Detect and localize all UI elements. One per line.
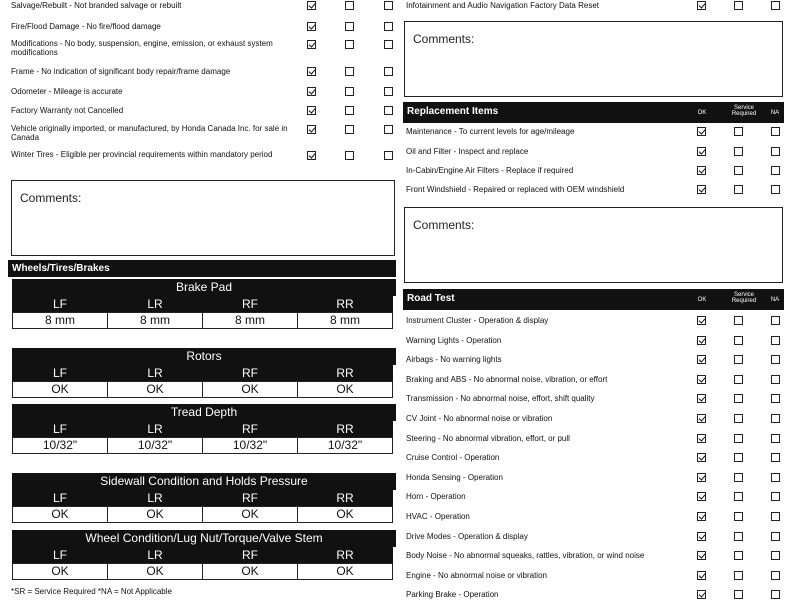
wheel-value-lf: 8 mm — [12, 312, 108, 329]
col-header-na: NA — [770, 110, 780, 116]
wheel-position-lr: LR — [107, 421, 203, 437]
checklist-item-label: Oil and Filter - Inspect and replace — [406, 147, 529, 156]
checklist-item-label: CV Joint - No abnormal noise or vibration — [406, 414, 553, 423]
ok-checkbox[interactable] — [697, 532, 706, 541]
service-required-checkbox[interactable] — [345, 125, 354, 134]
wheel-position-rf: RF — [202, 490, 298, 506]
na-checkbox[interactable] — [771, 375, 780, 384]
checklist-item-label: Fire/Flood Damage - No fire/flood damage — [11, 22, 161, 31]
ok-checkbox[interactable] — [697, 434, 706, 443]
wheel-position-lr: LR — [107, 296, 203, 312]
ok-checkbox[interactable] — [697, 414, 706, 423]
na-checkbox[interactable] — [771, 453, 780, 462]
na-checkbox[interactable] — [771, 532, 780, 541]
road-test-title: Road Test — [407, 293, 455, 304]
ok-checkbox[interactable] — [697, 147, 706, 156]
service-required-checkbox[interactable] — [734, 1, 743, 10]
ok-checkbox[interactable] — [697, 355, 706, 364]
na-checkbox[interactable] — [771, 355, 780, 364]
wheel-value-rr: OK — [297, 381, 393, 398]
ok-checkbox[interactable] — [697, 512, 706, 521]
checklist-item-label: Factory Warranty not Cancelled — [11, 106, 124, 115]
wheel-value-lf: OK — [12, 506, 108, 523]
service-required-checkbox[interactable] — [734, 355, 743, 364]
service-required-checkbox[interactable] — [345, 40, 354, 49]
service-required-checkbox[interactable] — [734, 571, 743, 580]
ok-checkbox[interactable] — [697, 336, 706, 345]
service-required-checkbox[interactable] — [345, 67, 354, 76]
table-title: Brake Pad — [12, 279, 396, 296]
service-required-checkbox[interactable] — [734, 473, 743, 482]
ok-checkbox[interactable] — [307, 67, 316, 76]
service-required-checkbox[interactable] — [734, 414, 743, 423]
wheel-position-rr: RR — [297, 296, 393, 312]
na-checkbox[interactable] — [771, 127, 780, 136]
ok-checkbox[interactable] — [697, 590, 706, 599]
ok-checkbox[interactable] — [697, 492, 706, 501]
service-required-checkbox[interactable] — [345, 1, 354, 10]
service-required-checkbox[interactable] — [734, 551, 743, 560]
wheel-position-lf: LF — [12, 296, 108, 312]
table-title: Sidewall Condition and Holds Pressure — [12, 473, 396, 490]
wheel-position-rf: RF — [202, 296, 298, 312]
service-required-checkbox[interactable] — [345, 106, 354, 115]
checklist-item-label: Transmission - No abnormal noise, effort, shift quality — [406, 394, 595, 403]
na-checkbox[interactable] — [771, 590, 780, 599]
na-checkbox[interactable] — [384, 151, 393, 160]
ok-checkbox[interactable] — [697, 1, 706, 10]
ok-checkbox[interactable] — [697, 473, 706, 482]
wheel-position-rf: RF — [202, 547, 298, 563]
service-required-checkbox[interactable] — [734, 492, 743, 501]
wheel-value-lf: 10/32" — [12, 437, 108, 454]
service-required-checkbox[interactable] — [734, 394, 743, 403]
ok-checkbox[interactable] — [697, 185, 706, 194]
wheel-position-rr: RR — [297, 547, 393, 563]
service-required-checkbox[interactable] — [734, 185, 743, 194]
na-checkbox[interactable] — [771, 512, 780, 521]
replacement-items-title: Replacement Items — [407, 106, 499, 117]
checklist-item-label: Parking Brake - Operation — [406, 590, 499, 599]
wheel-value-rr: 8 mm — [297, 312, 393, 329]
checklist-item-label: Steering - No abnormal vibration, effort, or pull — [406, 434, 570, 443]
wheel-value-lf: OK — [12, 381, 108, 398]
service-required-checkbox[interactable] — [734, 453, 743, 462]
service-required-checkbox[interactable] — [734, 434, 743, 443]
na-checkbox[interactable] — [771, 434, 780, 443]
service-required-checkbox[interactable] — [345, 22, 354, 31]
ok-checkbox[interactable] — [697, 571, 706, 580]
checklist-item-label: Honda Sensing - Operation — [406, 473, 503, 482]
service-required-checkbox[interactable] — [734, 590, 743, 599]
na-checkbox[interactable] — [771, 473, 780, 482]
replacement-items-header — [403, 102, 784, 123]
wheel-position-lf: LF — [12, 490, 108, 506]
wheel-value-lr: OK — [107, 381, 203, 398]
wheel-value-rf: OK — [202, 506, 298, 523]
na-checkbox[interactable] — [384, 125, 393, 134]
na-checkbox[interactable] — [771, 316, 780, 325]
na-checkbox[interactable] — [771, 336, 780, 345]
checklist-item-label: In-Cabin/Engine Air Filters - Replace if required — [406, 166, 574, 175]
checklist-item-label: Winter Tires - Eligible per provincial requirements within mandatory period — [11, 150, 273, 159]
ok-checkbox[interactable] — [697, 127, 706, 136]
ok-checkbox[interactable] — [307, 151, 316, 160]
table-title: Wheel Condition/Lug Nut/Torque/Valve Stem — [12, 530, 396, 547]
wheel-position-rf: RF — [202, 365, 298, 381]
service-required-checkbox[interactable] — [734, 512, 743, 521]
wheel-position-lf: LF — [12, 421, 108, 437]
wheel-position-rr: RR — [297, 490, 393, 506]
wheel-position-rr: RR — [297, 421, 393, 437]
checklist-item-label: Engine - No abnormal noise or vibration — [406, 571, 547, 580]
wheel-position-lr: LR — [107, 365, 203, 381]
table-title: Tread Depth — [12, 404, 396, 421]
comments-label: Comments: — [413, 32, 475, 46]
wheel-position-lf: LF — [12, 547, 108, 563]
ok-checkbox[interactable] — [697, 394, 706, 403]
na-checkbox[interactable] — [771, 185, 780, 194]
na-checkbox[interactable] — [771, 414, 780, 423]
col-header-sr: Service Required — [731, 105, 757, 117]
checklist-item-label: Drive Modes - Operation & display — [406, 532, 528, 541]
wheel-value-rf: 10/32" — [202, 437, 298, 454]
na-checkbox[interactable] — [384, 67, 393, 76]
na-checkbox[interactable] — [384, 40, 393, 49]
wheel-position-rf: RF — [202, 421, 298, 437]
checklist-item-label: Instrument Cluster - Operation & display — [406, 316, 549, 325]
na-checkbox[interactable] — [771, 147, 780, 156]
wheel-value-rf: OK — [202, 563, 298, 580]
footnote: *SR = Service Required *NA = Not Applicable — [11, 587, 172, 596]
ok-checkbox[interactable] — [697, 375, 706, 384]
na-checkbox[interactable] — [771, 492, 780, 501]
na-checkbox[interactable] — [771, 1, 780, 10]
wheel-position-lr: LR — [107, 547, 203, 563]
wheel-value-lr: 10/32" — [107, 437, 203, 454]
service-required-checkbox[interactable] — [345, 151, 354, 160]
checklist-item-label: Body Noise - No abnormal squeaks, rattles, vibration, or wind noise — [406, 551, 645, 560]
ok-checkbox[interactable] — [307, 125, 316, 134]
checklist-item-label: Front Windshield - Repaired or replaced with OEM windshield — [406, 185, 625, 194]
checklist-item-label: Airbags - No warning lights — [406, 355, 502, 364]
wheel-value-rr: OK — [297, 506, 393, 523]
service-required-checkbox[interactable] — [734, 375, 743, 384]
na-checkbox[interactable] — [384, 22, 393, 31]
ok-checkbox[interactable] — [307, 1, 316, 10]
na-checkbox[interactable] — [384, 87, 393, 96]
wheel-value-rf: OK — [202, 381, 298, 398]
ok-checkbox[interactable] — [307, 87, 316, 96]
wheel-position-lr: LR — [107, 490, 203, 506]
checklist-item-label: Frame - No indication of significant body repair/frame damage — [11, 67, 231, 76]
na-checkbox[interactable] — [771, 551, 780, 560]
wheels-tires-brakes-header: Wheels/Tires/Brakes — [8, 260, 396, 277]
checklist-item-label: Maintenance - To current levels for age/mileage — [406, 127, 575, 136]
na-checkbox[interactable] — [384, 106, 393, 115]
checklist-item-label: Cruise Control - Operation — [406, 453, 500, 462]
service-required-checkbox[interactable] — [734, 316, 743, 325]
service-required-checkbox[interactable] — [734, 166, 743, 175]
wheel-value-lf: OK — [12, 563, 108, 580]
ok-checkbox[interactable] — [307, 106, 316, 115]
wheel-value-lr: 8 mm — [107, 312, 203, 329]
ok-checkbox[interactable] — [307, 22, 316, 31]
checklist-item-label: Modifications - No body, suspension, engine, emission, or exhaust system modifications — [11, 39, 273, 57]
ok-checkbox[interactable] — [697, 316, 706, 325]
col-header-sr: Service Required — [731, 292, 757, 304]
wheel-value-rf: 8 mm — [202, 312, 298, 329]
wheel-value-rr: OK — [297, 563, 393, 580]
service-required-checkbox[interactable] — [734, 147, 743, 156]
checklist-item-label: Odometer - Mileage is accurate — [11, 87, 123, 96]
na-checkbox[interactable] — [384, 1, 393, 10]
comments-label: Comments: — [413, 218, 475, 232]
checklist-item-label: Braking and ABS - No abnormal noise, vibration, or effort — [406, 375, 608, 384]
service-required-checkbox[interactable] — [734, 127, 743, 136]
na-checkbox[interactable] — [771, 394, 780, 403]
wheel-position-rr: RR — [297, 365, 393, 381]
checklist-item-label: Horn - Operation — [406, 492, 466, 501]
wheel-value-lr: OK — [107, 506, 203, 523]
checklist-item-label: Salvage/Rebuilt - Not branded salvage or rebuilt — [11, 1, 182, 10]
ok-checkbox[interactable] — [697, 551, 706, 560]
service-required-checkbox[interactable] — [734, 532, 743, 541]
col-header-ok: OK — [697, 110, 707, 116]
checklist-item-label: Infotainment and Audio Navigation Factory Data Reset — [406, 1, 599, 10]
wheel-position-lf: LF — [12, 365, 108, 381]
col-header-na: NA — [770, 297, 780, 303]
comments-box-replacement[interactable] — [404, 207, 783, 283]
ok-checkbox[interactable] — [697, 453, 706, 462]
wheel-value-lr: OK — [107, 563, 203, 580]
ok-checkbox[interactable] — [307, 40, 316, 49]
checklist-item-label: Warning Lights - Operation — [406, 336, 502, 345]
ok-checkbox[interactable] — [697, 166, 706, 175]
checklist-item-label: HVAC - Operation — [406, 512, 470, 521]
na-checkbox[interactable] — [771, 571, 780, 580]
wheel-value-rr: 10/32" — [297, 437, 393, 454]
na-checkbox[interactable] — [771, 166, 780, 175]
col-header-ok: OK — [697, 297, 707, 303]
service-required-checkbox[interactable] — [345, 87, 354, 96]
comments-box-infotainment[interactable] — [404, 21, 783, 97]
checklist-item-label: Vehicle originally imported, or manufactured, by Honda Canada Inc. for sale in Canada — [11, 124, 288, 142]
service-required-checkbox[interactable] — [734, 336, 743, 345]
table-title: Rotors — [12, 348, 396, 365]
road-test-header — [403, 289, 784, 310]
comments-box-general[interactable] — [11, 180, 395, 256]
comments-label: Comments: — [20, 191, 82, 205]
